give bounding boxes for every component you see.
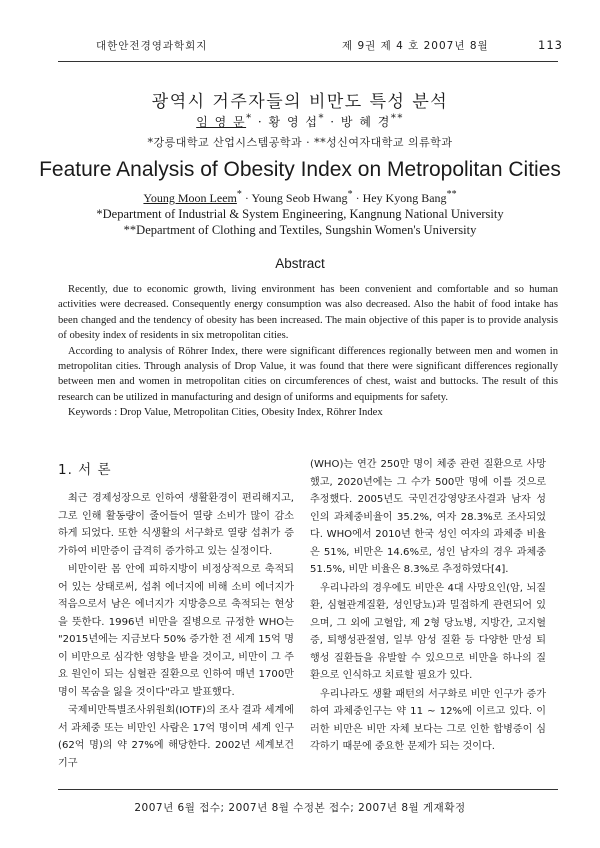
body-column-left [58, 490, 294, 773]
intro-paragraph-5: 우리나라도 생활 패턴의 서구화로 비만 인구가 증가하여 과체중인구는 약 11 ~ 12%에 이르고 있다. 이러한 비만은 비만 자체 보다는 그로 인한 합병증이 심각하기 때문에 중요한 문제가 되는 것이다. [310, 688, 546, 752]
intro-paragraph-4: 우리나라의 경우에도 비만은 4대 사망요인(암, 뇌질환, 심혈관계질환, 성인당뇨)과 밀접하게 관련되어 있으며, 그 외에 고혈압, 제 2형 당뇨병, 지방간, 고지혈증, 퇴행성관절염, 일부 암성 질환 등 다양한 만성 퇴행성 질환들을 유발할 수 있으므로 비만을 하나의 질환으로 인식하고 치료할 필요가 있다. [310, 582, 546, 681]
affiliation-english-1: *Department of Industrial & System Engineering, Kangnung National University [96, 207, 504, 221]
author-en-1-mark: * [236, 189, 242, 200]
affiliation-korean: *강릉대학교 산업시스템공학과 · **성신여자대학교 의류학과 [147, 136, 453, 149]
affiliation-english-2: **Department of Clothing and Textiles, Sungshin Women's University [123, 223, 477, 237]
body-column-right [310, 456, 546, 757]
abstract-heading: Abstract [275, 256, 325, 271]
author-ko-sep-1: · [252, 115, 269, 129]
authors-korean [0, 113, 600, 130]
author-en-2-mark: * [347, 189, 353, 200]
intro-paragraph-3: 국제비만특별조사위원회(IOTF)의 조사 결과 세계에서 과체중 또는 비만인 사람은 17억 명이며 세계 인구(62억 명)의 약 27%에 해당한다. 2002년 세계보건기구 [58, 705, 294, 769]
title-english: Feature Analysis of Obesity Index on Metropolitan Cities [39, 158, 561, 181]
footer-rule [58, 789, 558, 790]
author-ko-2: 황 영 섭 [268, 115, 319, 129]
author-ko-1: 임 영 문 [196, 115, 247, 129]
keywords: Keywords : Drop Value, Metropolitan Cities, Obesity Index, Röhrer Index [68, 407, 383, 419]
author-en-sep-1: · [241, 191, 252, 205]
author-ko-1-mark: * [246, 113, 253, 124]
author-en-2: Young Seob Hwang [251, 191, 348, 205]
header-rule [58, 61, 558, 62]
intro-paragraph-2: 비만이란 몸 안에 피하지방이 비정상적으로 축적되어 있는 상태로써, 섭취 에너지에 비해 소비 에너지가 적음으로서 남은 에너지가 지방층으로 축적되는 현상을 뜻한다. 1996년 비만을 질병으로 규정한 WHO는 "2015년에는 지금보다 50% 증가한 전 세계 15억 명이 비만으로 심각한 영향을 받을 것이고, 비만이 그 주요 원인이 되는 심혈관 질환으로 인하여 매년 1700만 명이 목숨을 잃을 것이다"라고 발표했다. [58, 564, 294, 698]
author-en-sep-2: · [352, 191, 363, 205]
author-ko-sep-2: · [324, 115, 341, 129]
author-en-3-mark: ** [446, 189, 457, 200]
journal-name: 대한안전경영과학회지 [96, 40, 208, 52]
author-ko-2-mark: * [318, 113, 325, 124]
author-en-3: Hey Kyong Bang [362, 191, 447, 205]
authors-english [0, 189, 600, 206]
author-ko-3-mark: ** [390, 113, 404, 124]
intro-paragraph-1: 최근 경제성장으로 인하여 생활환경이 편리해지고, 그로 인해 활동량이 줄어들어 열량 소비가 많이 감소하게 되었다. 또한 식생활의 서구화로 열량 섭취가 증가하여 비만증이 급격히 증가하고 있는 실정이다. [58, 493, 294, 557]
submission-dates: 2007년 6월 접수; 2007년 8월 수정본 접수; 2007년 8월 게재확정 [134, 802, 466, 814]
abstract-paragraph-2: According to analysis of Röhrer Index, there were significant differences regionally between men and women in metropolitan cities. Through analysis of Drop Value, it was found that there were significant differences regionally between men and women in metropolitan cities on circumferences of chest, waist and buttocks. The result of this research can be utilized in manufacturing and design of uniforms and equipments for safety. [58, 345, 558, 403]
issue-info: 제 9권 제 4 호 2007년 8월 [342, 40, 489, 52]
author-en-1: Young Moon Leem [143, 191, 237, 205]
title-korean: 광역시 거주자들의 비만도 특성 분석 [151, 92, 449, 112]
intro-paragraph-3-continued: (WHO)는 연간 250만 명이 체중 관련 질환으로 사망했고, 2020년에는 그 수가 500만 명에 이를 것으로 추정했다. 2005년도 국민건강영양조사결과 남자 성인의 과체중비율이 35.2%, 여자 28.3%로 조사되었다. WHO에서 2010년 한국 성인 여자의 과체중 비율은 51%, 비만은 14.6%로, 성인 남자의 경우 과체중 51.5%, 비만 비율은 8.3%로 추정하였다[4]. [310, 459, 546, 575]
section-heading-introduction: 1. 서 론 [58, 462, 112, 478]
abstract-paragraph-1: Recently, due to economic growth, living environment has been convenient and comfortable and so human activities were decreased. Consequently energy consumption was also decreased. Also the habit of food intake has been changed and the tendency of obesity has been increased. The main objective of this paper is to provide analysis of obesity index of residents in six metropolitan cities. [58, 284, 558, 342]
abstract-body [58, 282, 558, 421]
page-number: 113 [538, 38, 563, 52]
author-ko-3: 방 혜 경 [340, 115, 391, 129]
